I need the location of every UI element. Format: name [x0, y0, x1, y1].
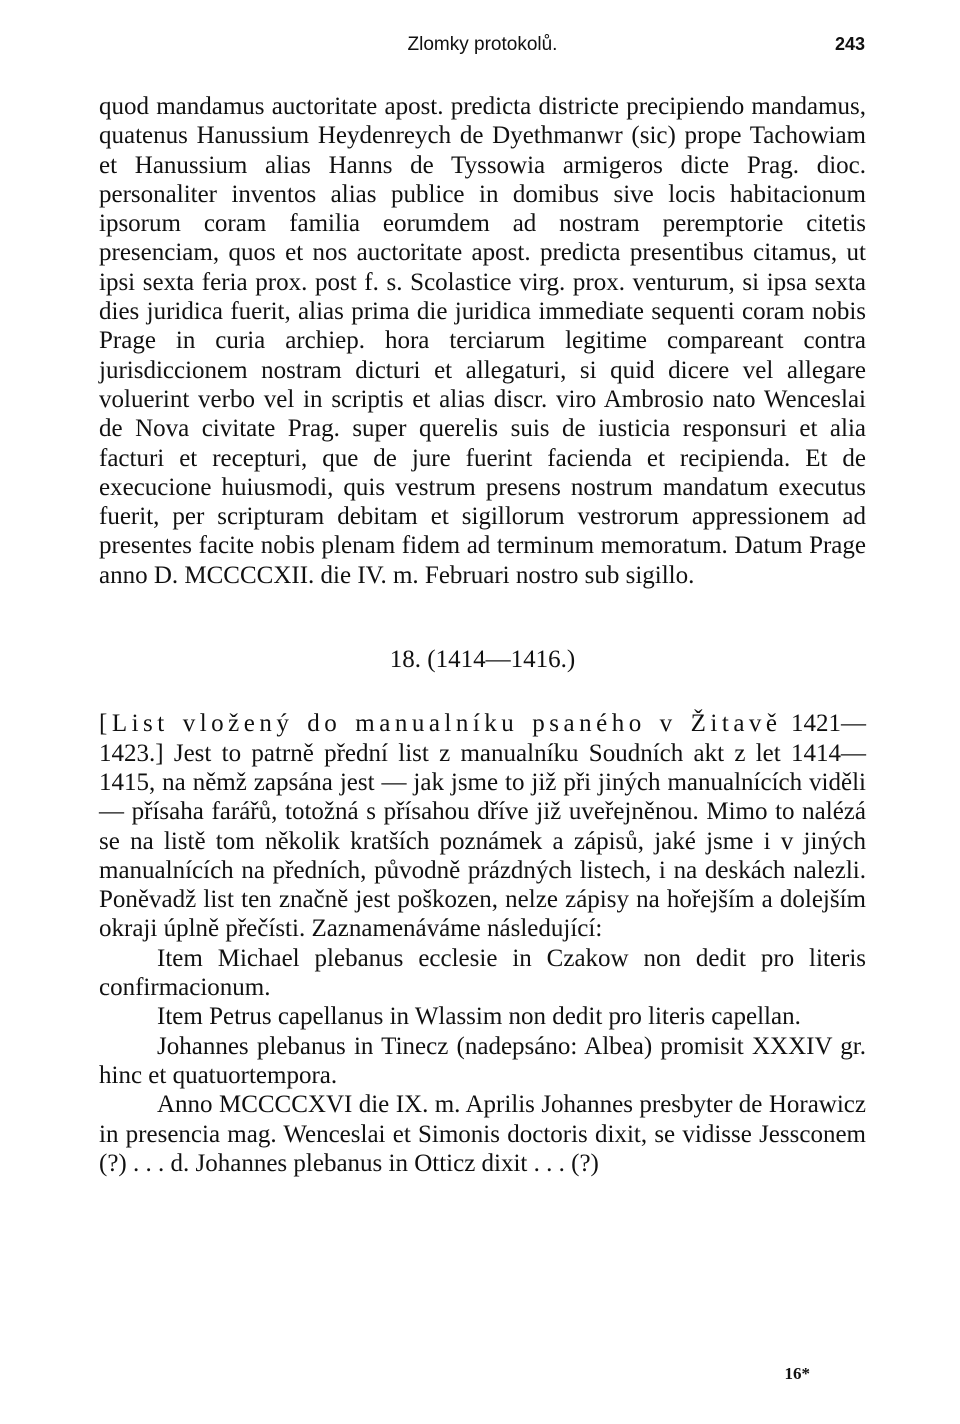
entry-paragraph: Item Petrus capellanus in Wlassim non dedit pro literis capellan. — [157, 1003, 801, 1031]
intro-spaced-title: [List vložený do manualníku psaného v Žitavě — [99, 710, 782, 738]
section-heading: 18. (1414—1416.) — [389, 646, 576, 674]
running-head: Zlomky protokolů. — [407, 34, 558, 55]
continuation-paragraph: quod mandamus auctoritate apost. predicta districte precipiendo mandamus, quatenus Hanussium Heydenreych de Dyethmanwr (sic) prope Tachowiam et Hanussium alias Hanns de Tyssowia armigeros dicte Prag. dioc. personaliter inventos alias publice in domibus sive locis habitacionum ipsorum coram familia eorumdem ad nostram peremptorie citetis presenciam, quos et nos auctoritate apost. predicta presentibus citamus, ut ipsi sexta feria prox. post f. s. Scolastice virg. prox. venturum, si ipsa sexta dies juridica fuerit, alias prima die juridica immediate sequenti coram nobis Prage in curia archiep. hora terciarum legitime compareant contra jurisdiccionem nostram dicturi et allegaturi, si quid dicere vel allegare voluerint verbo vel in scriptis et alias discr. viro Ambrosio nato Wenceslai de Nova civitate Prag. super querelis suis de iusticia responsuri et alia facturi et recepturi, que de jure fuerint facienda et recipienda. Et de execucione huiusmodi, quis vestrum presens nostrum mandatum executus fuerit, per scripturam debitam et sigillorum vestrorum appressionem ad presentes facite nobis plenam fidem ad terminum memoratum. Datum Prage anno D. MCCCCXII. die IV. m. Februari nostro sub sigillo. — [99, 93, 866, 589]
entry-paragraph: Item Michael plebanus ecclesie in Czakow non dedit pro literis confirmacionum. — [99, 944, 866, 1002]
signature-mark: 16* — [784, 1364, 810, 1383]
section-intro — [99, 709, 866, 943]
intro-text: 1421—1423.] Jest to patrně přední list z manualníku Soudních akt z let 1414—1415, na němž zapsána jest — jak jsme to již při jiných manualnících viděli — přísaha farářů, totožná s přísahou dříve již uveřejněnou. Mimo to nalézá se na listě tom několik kratších poznámek a zápisů, jaké jsme i v jiných manualnících na předních, původně prázdných listech, i na deskách nalezli. Poněvadž list ten značně jest poškozen, nelze zápisy na hořejším a dolejším okraji úplně přečísti. Zaznamenáváme následující: — [99, 710, 866, 943]
page-header — [100, 28, 865, 58]
entry-paragraph: Johannes plebanus in Tinecz (nadepsáno: Albea) promisit XXXIV gr. hinc et quatuortempora. — [99, 1032, 866, 1089]
page-body — [99, 92, 866, 1178]
entry-paragraph: Anno MCCCCXVI die IX. m. Aprilis Johannes presbyter de Horawicz in presencia mag. Wenceslai et Simonis doctoris dixit, se vidisse Jessconem (?) . . . d. Johannes plebanus in Otticz dixit . . . (?) — [99, 1091, 866, 1177]
page-number: 243 — [834, 34, 865, 54]
